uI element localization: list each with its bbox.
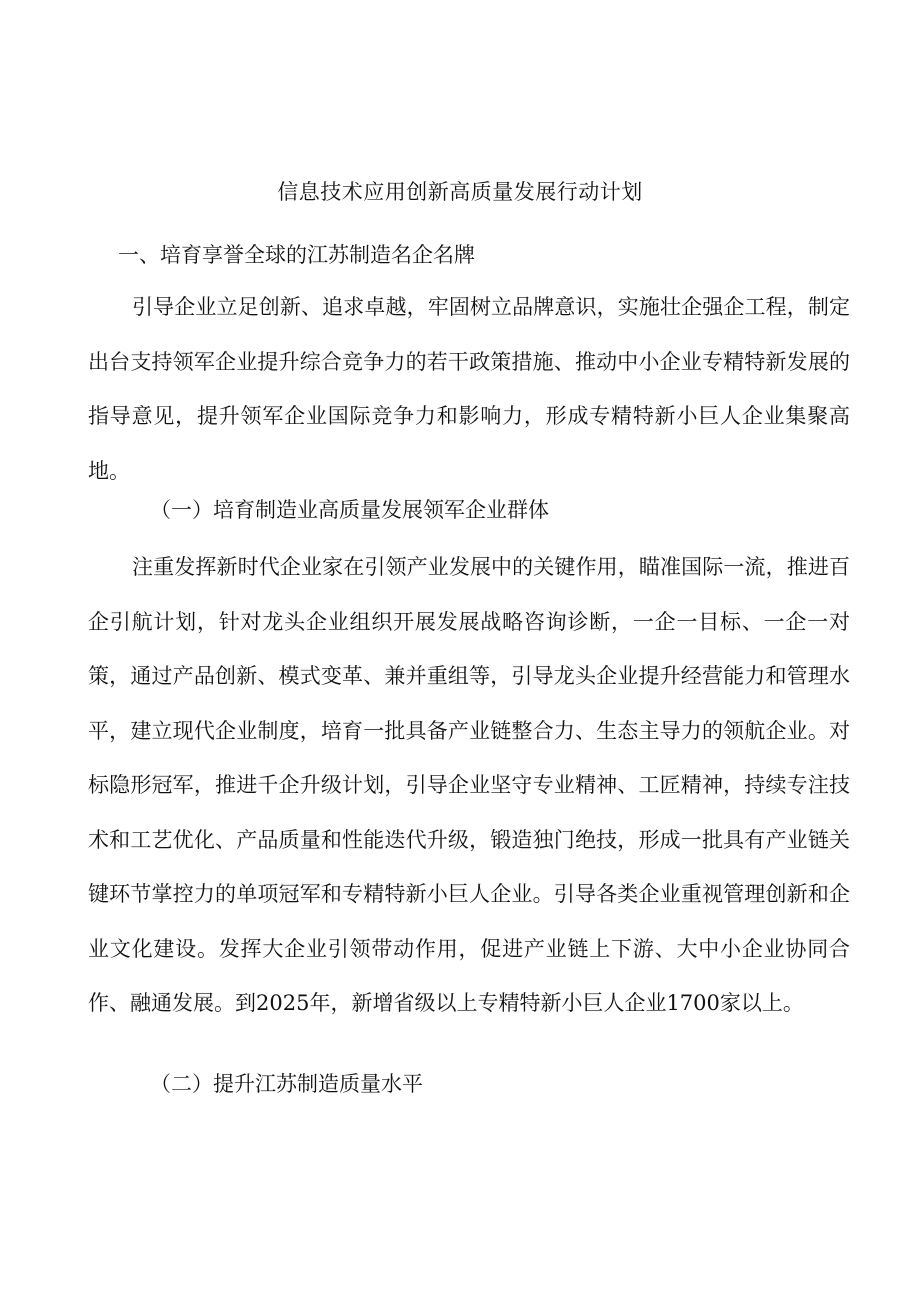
subsection-heading-1: （一）培育制造业高质量发展领军企业群体 (150, 498, 549, 522)
section-intro-paragraph: 引导企业立足创新、追求卓越，牢固树立品牌意识，实施壮企强企工程，制定出台支持领军企业提升综合竞争力的若干政策措施、推动中小企业专精特新发展的指导意见，提升领军企业国际竞争力和影响力，形成专精特新小巨人企业集聚高地。 (88, 295, 850, 483)
document-title: 信息技术应用创新高质量发展行动计划 (277, 180, 643, 204)
section-heading: 一、培育享誉全球的江苏制造名企名牌 (118, 243, 475, 267)
subsection-body-paragraph: 注重发挥新时代企业家在引领产业发展中的关键作用，瞄准国际一流，推进百企引航计划，针对龙头企业组织开展发展战略咨询诊断，一企一目标、一企一对策，通过产品创新、模式变革、兼并重组等，引导龙头企业提升经营能力和管理水平，建立现代企业制度，培育一批具备产业链整合力、生态主导力的领航企业。对标隐形冠军，推进千企升级计划，引导企业坚守专业精神、工匠精神，持续专注技术和工艺优化、产品质量和性能迭代升级，锻造独门绝技，形成一批具有产业链关键环节掌控力的单项冠军和专精特新小巨人企业。引导各类企业重视管理创新和企业文化建设。发挥大企业引领带动作用，促进产业链上下游、大中小企业协同合作、融通发展。到2025年，新增省级以上专精特新小巨人企业1700家以上。 (88, 555, 850, 1015)
subsection-heading-2: （二）提升江苏制造质量水平 (150, 1072, 423, 1096)
